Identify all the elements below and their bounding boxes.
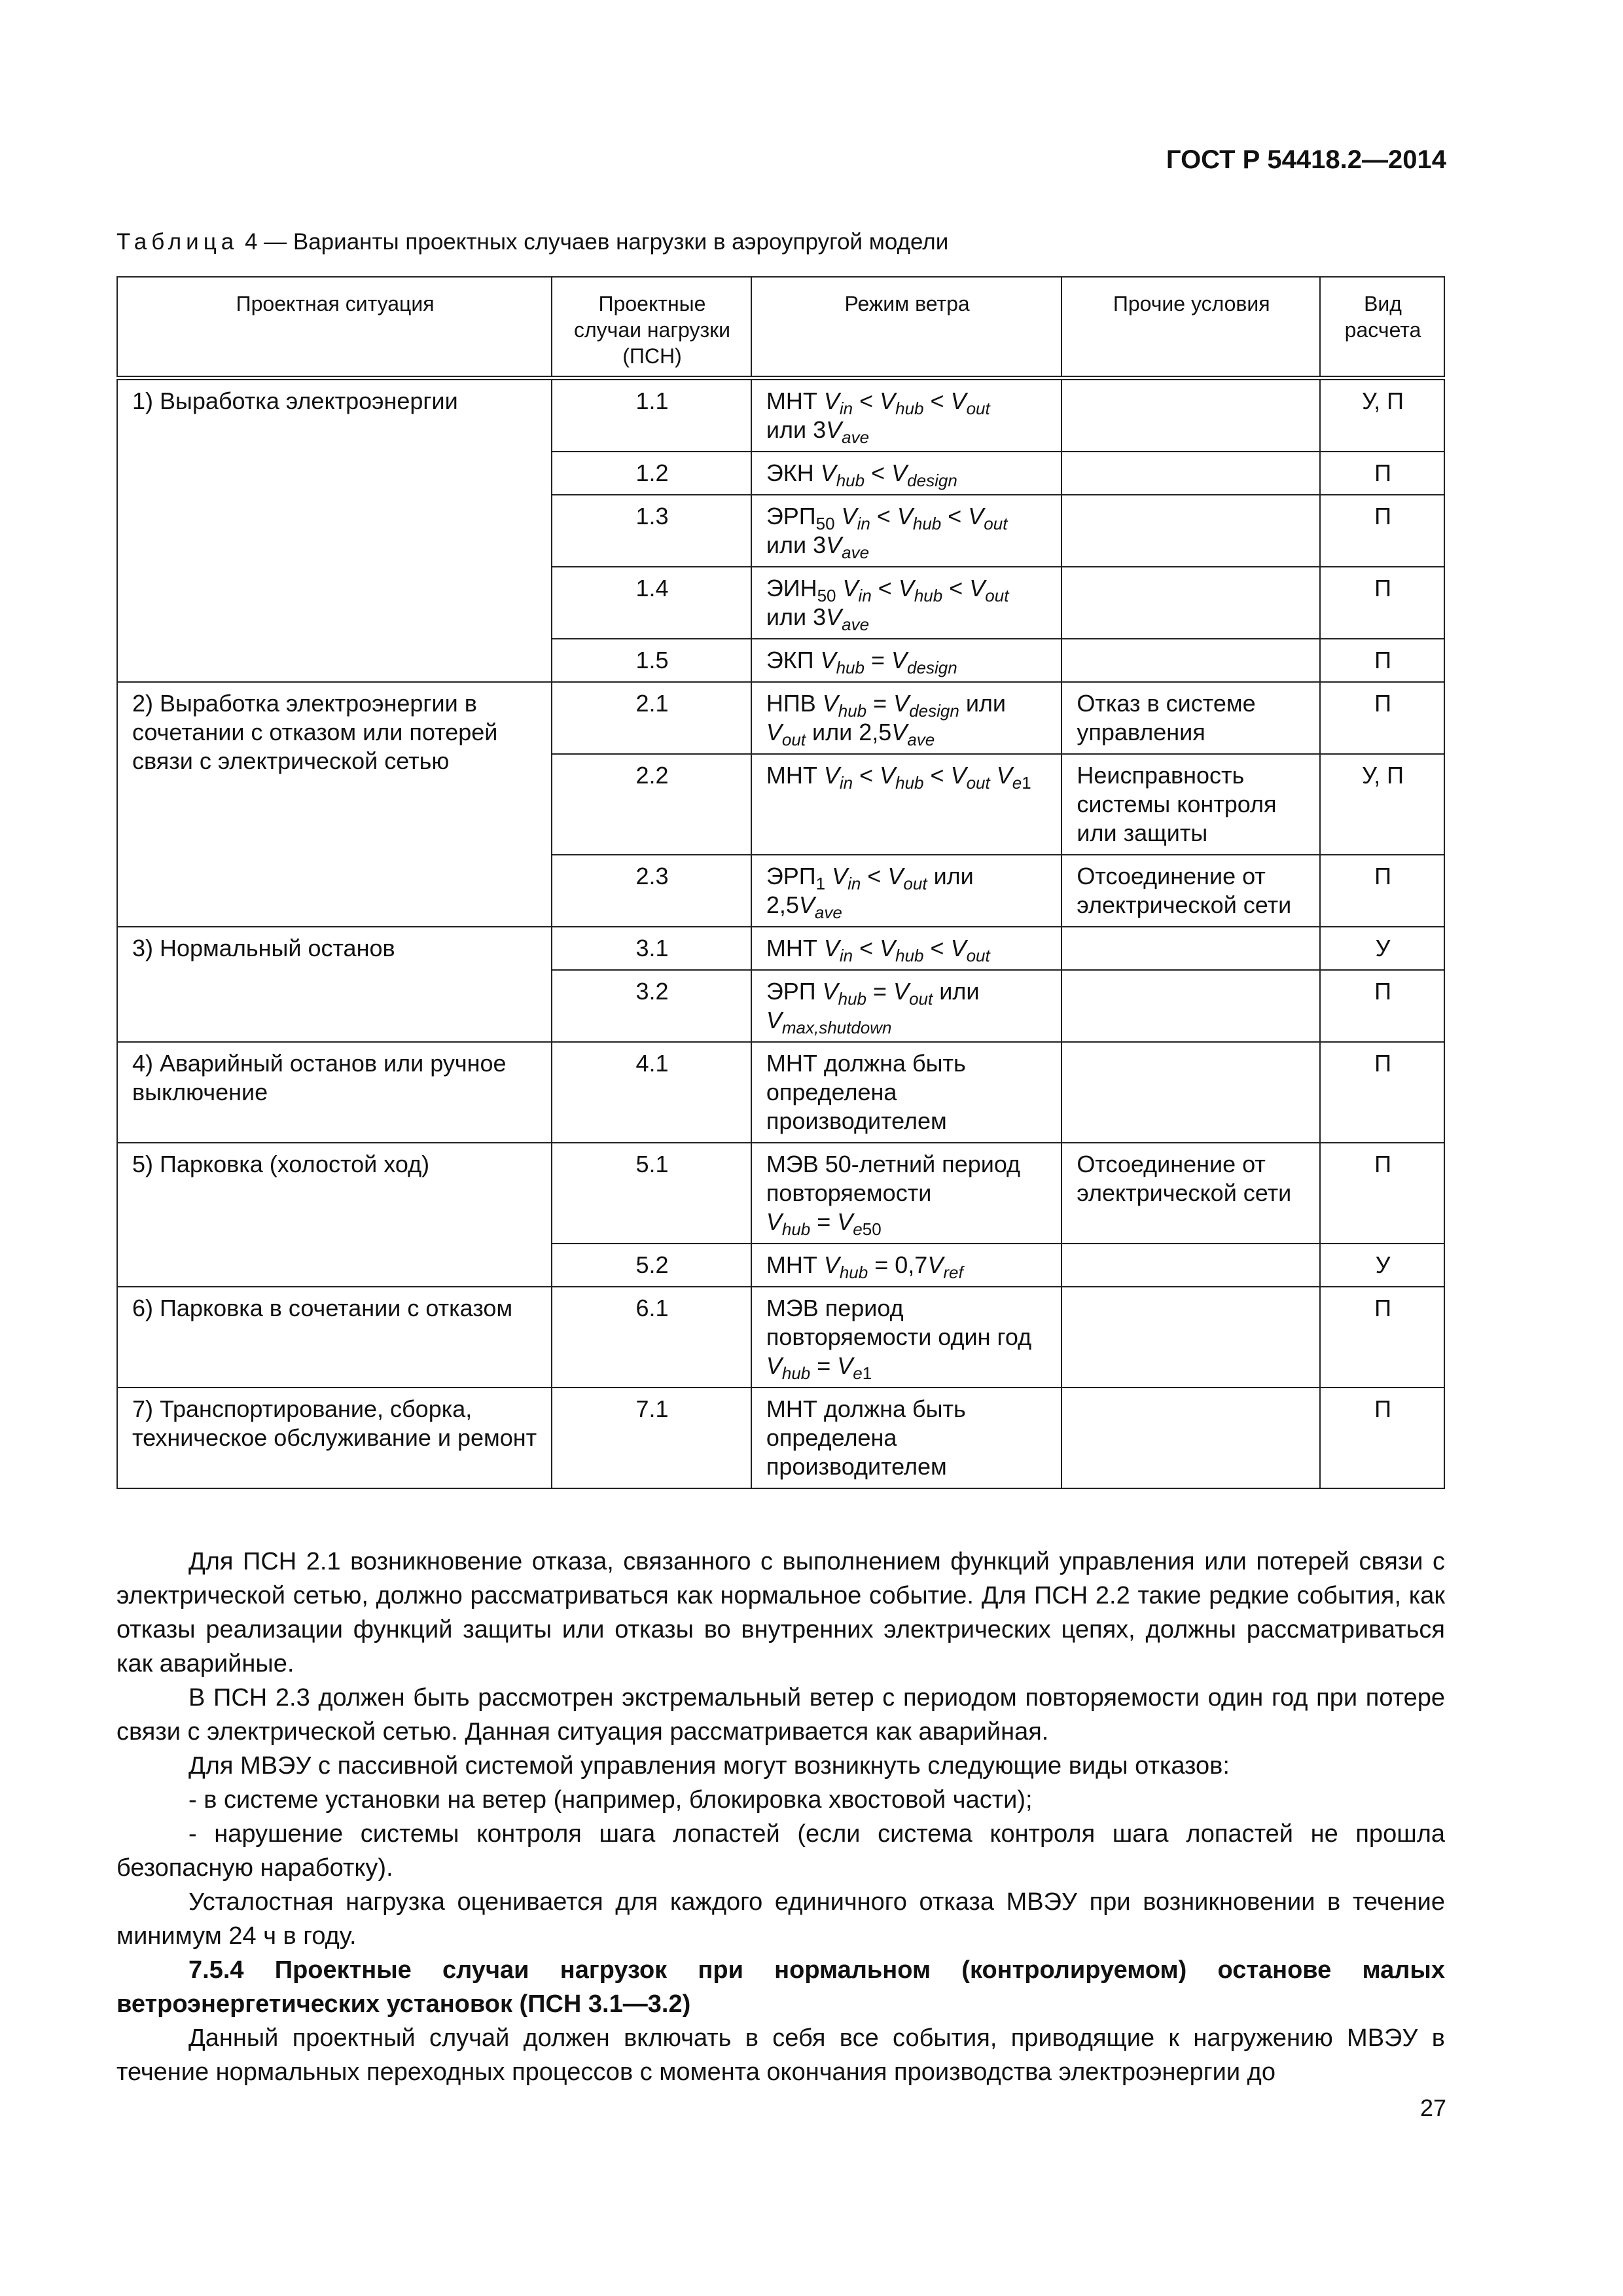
table-row [117, 1042, 1444, 1143]
cell-other-conditions [1061, 1287, 1320, 1388]
cell-analysis-type: П [1320, 495, 1444, 567]
cell-load-case: 2.2 [552, 754, 751, 855]
page-number: 27 [1419, 2094, 1446, 2121]
cell-load-case: 6.1 [552, 1287, 751, 1388]
cell-analysis-type: П [1320, 1042, 1444, 1143]
cell-wind-mode: МНТ $V_{in} < V_{hub} < V_{out}$ или $3V_{ave}$ [751, 378, 1062, 452]
header-wind-mode: Режим ветра [751, 277, 1062, 378]
cell-analysis-type: П [1320, 1388, 1444, 1488]
table-caption-label: Таблица [116, 229, 239, 255]
cell-load-case: 5.2 [552, 1244, 751, 1287]
table-row [117, 682, 1444, 754]
cell-other-conditions [1061, 639, 1320, 682]
body-text [116, 1545, 1445, 2089]
cell-wind-mode: МНТ должна быть определена производителем [751, 1388, 1062, 1488]
cell-wind-mode: МНТ $V_{in} < V_{hub} < V_{out}$ $V_{e1}$ [751, 754, 1062, 855]
cell-wind-mode: МНТ $V_{hub} = 0,7V_{ref}$ [751, 1244, 1062, 1287]
cell-other-conditions [1061, 1244, 1320, 1287]
cell-load-case: 2.1 [552, 682, 751, 754]
cell-wind-mode: ЭКП $V_{hub} = V_{design}$ [751, 639, 1062, 682]
table-row [117, 1143, 1444, 1244]
cell-wind-mode: МЭВ 50-летний период повторяемости $V_{hub} = V_{e50}$ [751, 1143, 1062, 1244]
paragraph: Для МВЭУ с пассивной системой управления могут возникнуть следующие виды отказов: [188, 1752, 1230, 1780]
cell-design-situation: 4) Аварийный останов или ручное выключение [117, 1042, 552, 1143]
cell-analysis-type: П [1320, 452, 1444, 495]
cell-other-conditions: Отсоединение от электрической сети [1061, 1143, 1320, 1244]
cell-wind-mode: МНТ $V_{in} < V_{hub} < V_{out}$ [751, 927, 1062, 970]
cell-design-situation: 3) Нормальный останов [117, 927, 552, 1042]
header-other-conditions: Прочие условия [1061, 277, 1320, 378]
cell-other-conditions: Отказ в системе управления [1061, 682, 1320, 754]
cell-other-conditions [1061, 1042, 1320, 1143]
cell-wind-mode: $ЭРП_1$ $V_{in} < V_{out}$ или $2,5V_{ave}$ [751, 855, 1062, 927]
cell-load-case: 5.1 [552, 1143, 751, 1244]
cell-design-situation: 7) Транспортирование, сборка, техническое обслуживание и ремонт [117, 1388, 552, 1488]
list-item: - в системе установки на ветер (например, блокировка хвостовой части); [188, 1786, 1033, 1814]
cell-other-conditions: Неисправность системы контроля или защиты [1061, 754, 1320, 855]
cell-analysis-type: П [1320, 639, 1444, 682]
table-row [117, 378, 1444, 452]
cell-analysis-type: П [1320, 970, 1444, 1042]
cell-other-conditions: Отсоединение от электрической сети [1061, 855, 1320, 927]
cell-load-case: 3.1 [552, 927, 751, 970]
cell-other-conditions [1061, 927, 1320, 970]
cell-load-case: 1.3 [552, 495, 751, 567]
list-item: - нарушение системы контроля шага лопастей (если система контроля шага лопастей не прошла безопасную наработку). [116, 1820, 1445, 1882]
cell-design-situation: 5) Парковка (холостой ход) [117, 1143, 552, 1287]
cell-analysis-type: П [1320, 855, 1444, 927]
design-load-cases-table [116, 276, 1445, 1489]
table-row [117, 1287, 1444, 1388]
cell-other-conditions [1061, 495, 1320, 567]
cell-other-conditions [1061, 1388, 1320, 1488]
cell-load-case: 1.4 [552, 567, 751, 639]
cell-load-case: 2.3 [552, 855, 751, 927]
table-caption [116, 229, 948, 255]
paragraph: В ПСН 2.3 должен быть рассмотрен экстремальный ветер с периодом повторяемости один год при потере связи с электрической сетью. Данная ситуация рассматривается как аварийная. [116, 1684, 1445, 1746]
cell-design-situation: 6) Парковка в сочетании с отказом [117, 1287, 552, 1388]
cell-load-case: 1.5 [552, 639, 751, 682]
cell-wind-mode: ЭРП $V_{hub} = V_{out}$ или $V_{max,shutdown}$ [751, 970, 1062, 1042]
cell-analysis-type: У, П [1320, 378, 1444, 452]
cell-load-case: 7.1 [552, 1388, 751, 1488]
cell-design-situation: 2) Выработка электроэнергии в сочетании с отказом или потерей связи с электрической сетью [117, 682, 552, 927]
cell-other-conditions [1061, 378, 1320, 452]
cell-analysis-type: П [1320, 1287, 1444, 1388]
header-design-situation: Проектная ситуация [117, 277, 552, 378]
cell-wind-mode: ЭКН $V_{hub} < V_{design}$ [751, 452, 1062, 495]
header-load-cases: Проектные случаи нагрузки (ПСН) [552, 277, 751, 378]
cell-other-conditions [1061, 452, 1320, 495]
table-body [117, 378, 1444, 1489]
paragraph: Усталостная нагрузка оценивается для каждого единичного отказа МВЭУ при возникновении в течение минимум 24 ч в году. [116, 1888, 1445, 1950]
cell-analysis-type: П [1320, 567, 1444, 639]
cell-analysis-type: П [1320, 682, 1444, 754]
cell-wind-mode: НПВ $V_{hub} = V_{design}$ или $V_{out}$ или $2,5V_{ave}$ [751, 682, 1062, 754]
cell-wind-mode: $ЭРП_{50}$ $V_{in} < V_{hub} < V_{out}$ или $3V_{ave}$ [751, 495, 1062, 567]
cell-analysis-type: У [1320, 1244, 1444, 1287]
cell-wind-mode: МНТ должна быть определена производителем [751, 1042, 1062, 1143]
cell-wind-mode: $ЭИН_{50}$ $V_{in} < V_{hub} < V_{out}$ или $3V_{ave}$ [751, 567, 1062, 639]
table-row [117, 927, 1444, 970]
header-analysis-type: Вид расчета [1320, 277, 1444, 378]
cell-load-case: 1.1 [552, 378, 751, 452]
table-caption-text: 4 — Варианты проектных случаев нагрузки в аэроупругой модели [238, 229, 949, 255]
table-header-row [117, 277, 1444, 378]
cell-load-case: 3.2 [552, 970, 751, 1042]
paragraph: Данный проектный случай должен включать в себя все события, приводящие к нагружению МВЭУ в течение нормальных переходных процессов с момента окончания производства электроэнергии до [116, 2024, 1445, 2086]
cell-analysis-type: У [1320, 927, 1444, 970]
cell-other-conditions [1061, 567, 1320, 639]
table-row [117, 1388, 1444, 1488]
cell-analysis-type: П [1320, 1143, 1444, 1244]
paragraph: Для ПСН 2.1 возникновение отказа, связанного с выполнением функций управления или потерей связи с электрической сетью, должно рассматриваться как нормальное событие. Для ПСН 2.2 такие редкие события, как отказы реализации функций защиты или отказы во внутренних электрических цепях, должны рассматриваться как аварийные. [116, 1548, 1445, 1677]
document-standard-number: ГОСТ Р 54418.2—2014 [1166, 145, 1446, 174]
cell-analysis-type: У, П [1320, 754, 1444, 855]
cell-design-situation: 1) Выработка электроэнергии [117, 378, 552, 683]
cell-load-case: 4.1 [552, 1042, 751, 1143]
cell-load-case: 1.2 [552, 452, 751, 495]
section-heading: 7.5.4 Проектные случаи нагрузок при нормальном (контролируемом) останове малых ветроэнергетических установок (ПСН 3.1—3.2) [116, 1956, 1445, 2018]
cell-wind-mode: МЭВ период повторяемости один год $V_{hub} = V_{e1}$ [751, 1287, 1062, 1388]
cell-other-conditions [1061, 970, 1320, 1042]
